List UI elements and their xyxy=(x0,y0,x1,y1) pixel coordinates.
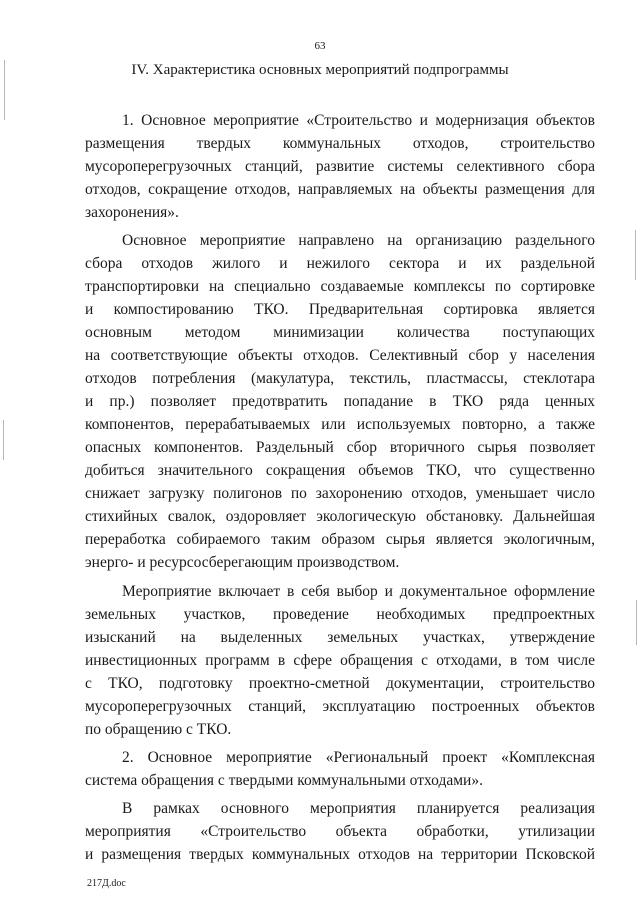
text-line: энерго- и ресурсосберегающим производством. xyxy=(85,554,400,571)
text-line: компонентов, перерабатываемых или используемых повторно, а также xyxy=(85,416,595,433)
text-line: на соответствующие объекты отходов. Селективный сбор у населения xyxy=(85,347,595,364)
text-line: стихийных свалок, оздоровляет экологическую обстановку. Дальнейшая xyxy=(85,508,595,525)
scan-edge-mark xyxy=(4,60,5,120)
text-line: изысканий на выделенных земельных участках, утверждение xyxy=(85,629,595,646)
section-title: IV. Характеристика основных мероприятий подпрограммы xyxy=(131,62,509,78)
text-line: отходов потребления (макулатура, текстиль, пластмассы, стеклотара xyxy=(85,370,595,387)
text-line: и пр.) позволяет предотвратить попадание в ТКО ряда ценных xyxy=(85,393,595,410)
text-line: сбора отходов жилого и нежилого сектора и их раздельной xyxy=(85,255,595,272)
text-line: мероприятия «Строительство объекта обработки, утилизации xyxy=(85,823,595,840)
text-line: основным методом минимизации количества поступающих xyxy=(85,324,595,341)
text-line: Основное мероприятие направлено на организацию раздельного xyxy=(122,232,595,249)
text-line: 2. Основное мероприятие «Региональный проект «Комплексная xyxy=(122,749,595,766)
text-line: отходов, сокращение отходов, направляемых на объекты размещения для xyxy=(85,181,595,198)
text-line: добиться значительного сокращения объемов ТКО, что существенно xyxy=(85,462,595,479)
text-line: переработка собираемого таким образом сырья является экологичным, xyxy=(85,531,595,548)
text-line: В рамках основного мероприятия планируется реализация xyxy=(122,800,595,817)
page-number: 63 xyxy=(314,40,326,52)
text-line: система обращения с твердыми коммунальными отходами». xyxy=(85,772,483,789)
text-line: опасных компонентов. Раздельный сбор вторичного сырья позволяет xyxy=(85,439,595,456)
text-line: захоронения». xyxy=(85,204,179,221)
text-line: Мероприятие включает в себя выбор и документальное оформление xyxy=(122,583,595,600)
text-line: снижает загрузку полигонов по захоронению отходов, уменьшает число xyxy=(85,485,595,502)
text-line: по обращению с ТКО. xyxy=(85,721,232,738)
text-line: транспортировки на специально создаваемые комплексы по сортировке xyxy=(85,278,595,295)
text-line: инвестиционных программ в сфере обращения с отходами, в том числе xyxy=(85,652,595,669)
scan-edge-mark xyxy=(636,600,637,645)
scan-edge-mark xyxy=(635,230,636,280)
scan-edge-mark xyxy=(3,420,4,460)
text-line: и компостированию ТКО. Предварительная сортировка является xyxy=(85,301,595,318)
text-line: размещения твердых коммунальных отходов, строительство xyxy=(85,135,595,152)
text-line: мусороперегрузочных станций, эксплуатацию построенных объектов xyxy=(85,698,595,715)
text-line: и размещения твердых коммунальных отходов на территории Псковской xyxy=(85,846,595,863)
text-line: 1. Основное мероприятие «Строительство и модернизация объектов xyxy=(122,112,595,129)
footer-filename: 217Д.doc xyxy=(87,878,126,889)
text-line: с ТКО, подготовку проектно-сметной документации, строительство xyxy=(85,675,595,692)
text-line: земельных участков, проведение необходимых предпроектных xyxy=(85,606,595,623)
text-line: мусороперегрузочных станций, развитие системы селективного сбора xyxy=(85,158,595,175)
